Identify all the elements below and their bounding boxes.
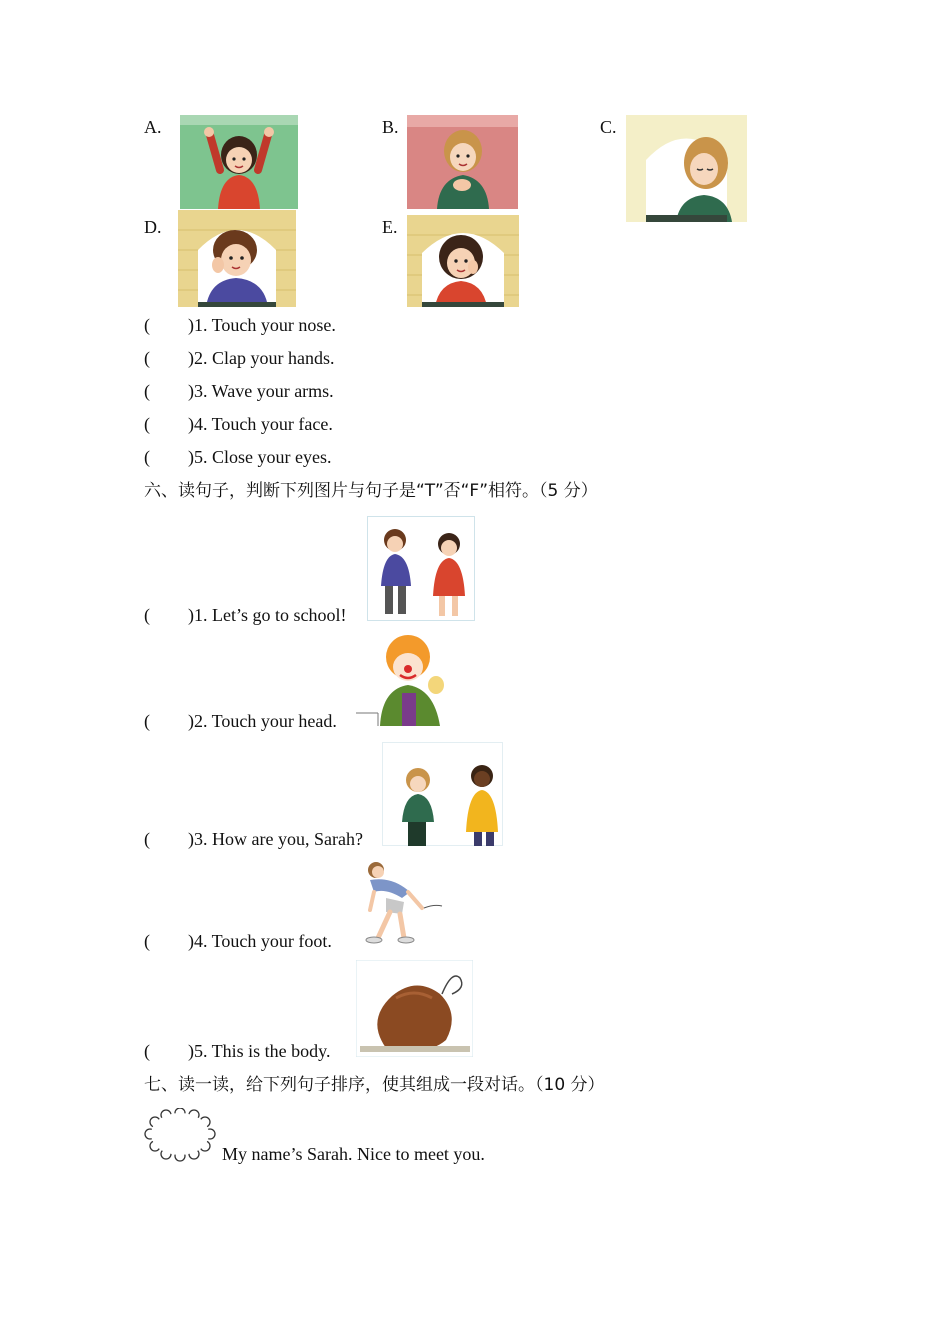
section6-item-2-text: )2. Touch your head. — [188, 711, 337, 731]
answer-blank-open-paren[interactable]: ( — [144, 414, 150, 434]
section6-item2-picture-clown — [356, 633, 463, 726]
option-d-picture-boy-touching-face — [178, 210, 296, 307]
answer-blank-open-paren[interactable]: ( — [144, 1041, 150, 1061]
option-a-picture-girl-waving-arms — [180, 115, 298, 209]
section6-item3-picture-girl-and-boy-greeting — [382, 742, 503, 846]
section6-heading: 六、读句子，判断下列图片与句子是“T”否“F”相符。（5 分） — [144, 481, 598, 501]
option-b-picture-girl-clapping — [407, 115, 518, 209]
section7-heading: 七、读一读，给下列句子排序，使其组成一段对话。（10 分） — [144, 1075, 605, 1095]
section5-item-2-text: )2. Clap your hands. — [188, 348, 335, 368]
section6-item-4-text: )4. Touch your foot. — [188, 931, 332, 951]
option-a-letter: A. — [144, 117, 162, 137]
section6-item5-picture-brown-head — [356, 960, 473, 1057]
answer-blank-open-paren[interactable]: ( — [144, 711, 150, 731]
option-e-letter: E. — [382, 217, 398, 237]
answer-blank-open-paren[interactable]: ( — [144, 447, 150, 467]
answer-blank-open-paren[interactable]: ( — [144, 605, 150, 625]
section6-item-5-text: )5. This is the body. — [188, 1041, 331, 1061]
answer-blank-open-paren[interactable]: ( — [144, 829, 150, 849]
section5-item-1-text: )1. Touch your nose. — [188, 315, 336, 335]
section6-item-1-text: )1. Let’s go to school! — [188, 605, 347, 625]
section6-item4-picture-boy-touching-knee — [352, 858, 447, 946]
option-c-letter: C. — [600, 117, 617, 137]
section5-item-4-text: )4. Touch your face. — [188, 414, 333, 434]
option-b-letter: B. — [382, 117, 399, 137]
section6-item1-picture-two-children-walking — [367, 516, 475, 621]
section5-item-5-text: )5. Close your eyes. — [188, 447, 332, 467]
section5-item-3-text: )3. Wave your arms. — [188, 381, 334, 401]
answer-blank-open-paren[interactable]: ( — [144, 315, 150, 335]
option-e-picture-girl-touching-nose — [407, 215, 519, 307]
option-c-picture-girl-closing-eyes — [626, 115, 747, 222]
scalloped-answer-circle-icon[interactable] — [144, 1108, 216, 1162]
section7-sentence: My name’s Sarah. Nice to meet you. — [222, 1144, 485, 1164]
answer-blank-open-paren[interactable]: ( — [144, 931, 150, 951]
answer-blank-open-paren[interactable]: ( — [144, 381, 150, 401]
section6-item-3-text: )3. How are you, Sarah? — [188, 829, 363, 849]
option-d-letter: D. — [144, 217, 162, 237]
answer-blank-open-paren[interactable]: ( — [144, 348, 150, 368]
